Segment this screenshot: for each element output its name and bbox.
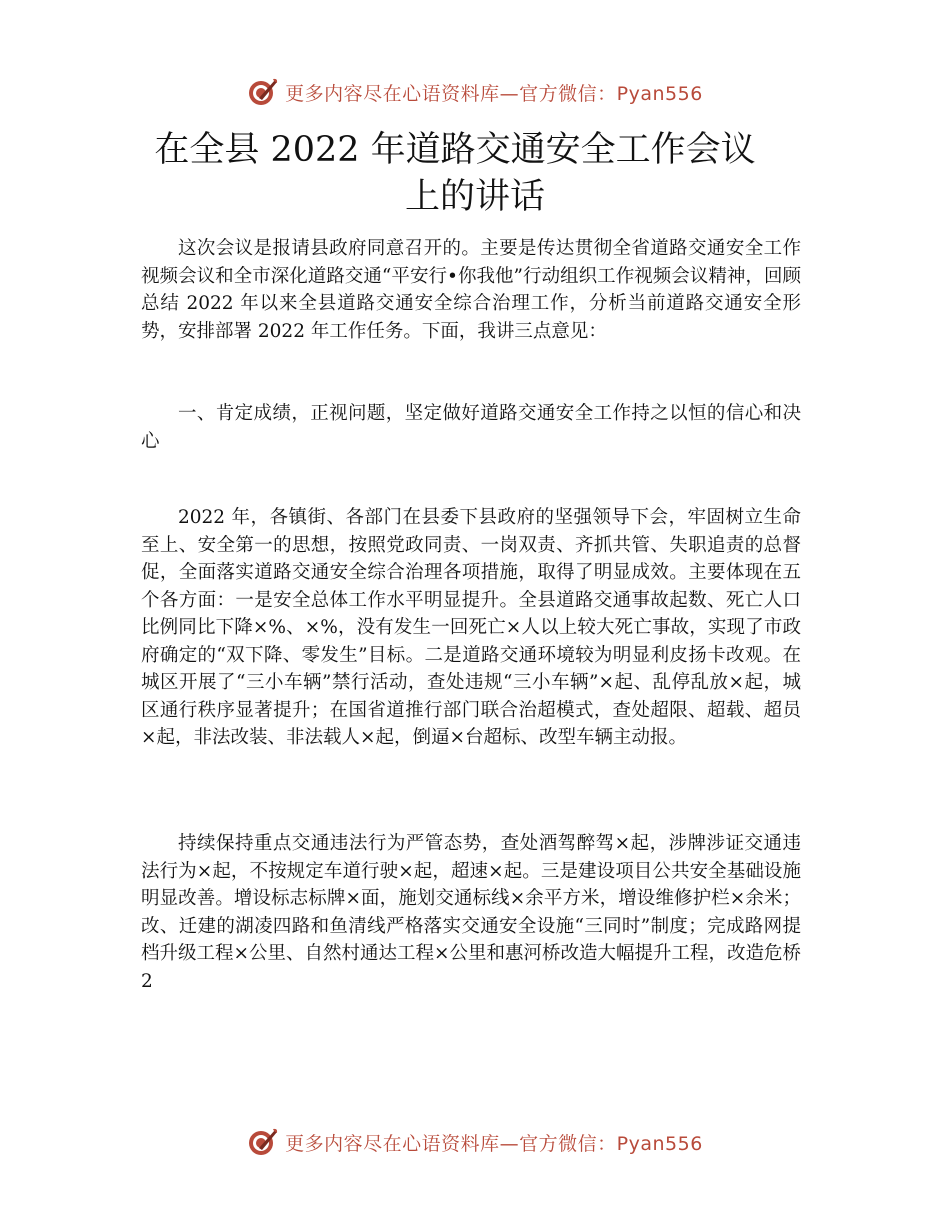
header-watermark-banner (0, 72, 950, 112)
section-heading-1: 一、肯定成绩，正视问题，坚定做好道路交通安全工作持之以恒的信心和决心 (141, 403, 801, 452)
paragraph-intro: 这次会议是报请县政府同意召开的。主要是传达贯彻全省道路交通安全工作视频会议和全市深化道路交通“平安行•你我他”行动组织工作视频会议精神，回顾总结 2022 年以来全县道路交通安全综合治理工作，分析当前道路交通安全形势，安排部署 2022 年工作任务。下面，我讲三点意见： (141, 238, 801, 342)
paragraph-achievements: 2022 年，各镇街、各部门在县委下县政府的坚强领导下会，牢固树立生命至上、安全第一的思想，按照党政同责、一岗双责、齐抓共管、失职追责的总督促，全面落实道路交通安全综合治理各项措施，取得了明显成效。主要体现在五个各方面：一是安全总体工作水平明显提升。全县道路交通事故起数、死亡人口比例同比下降×%、×%，没有发生一回死亡×人以上较大死亡事故，实现了市政府确定的“双下降、零发生”目标。二是道路交通环境较为明显利皮扬卡改观。在城区开展了“三小车辆”禁行活动，查处违规“三小车辆”×起、乱停乱放×起，城区通行秩序显著提升；在国省道推行部门联合治超模式，查处超限、超载、超员×起，非法改装、非法载人×起，倒逼×台超标、改型车辆主动报。 (141, 507, 801, 748)
document-title-line-2: 上的讲话 (404, 177, 545, 217)
quill-logo-icon (247, 76, 279, 108)
footer-watermark-banner (0, 1122, 950, 1162)
watermark-text: 更多内容尽在心语资料库—官方微信：Pyan556 (285, 82, 703, 105)
paragraph-enforcement: 持续保持重点交通违法行为严管态势，查处酒驾醉驾×起，涉牌涉证交通违法行为×起，不按规定车道行驶×起，超速×起。三是建设项目公共安全基础设施明显改善。增设标志标牌×面，施划交通标线×余平方米，增设维修护栏×余米；改、迁建的湖凌四路和鱼清线严格落实交通安全设施“三同时”制度；完成路网提档升级工程×公里、自然村通达工程×公里和惠河桥改造大幅提升工程，改造危桥 2 (141, 833, 802, 992)
watermark-text: 更多内容尽在心语资料库—官方微信：Pyan556 (285, 1132, 703, 1155)
document-title-line-1: 在全县 2022 年道路交通安全工作会议 (154, 130, 756, 170)
quill-logo-icon (247, 1126, 279, 1158)
